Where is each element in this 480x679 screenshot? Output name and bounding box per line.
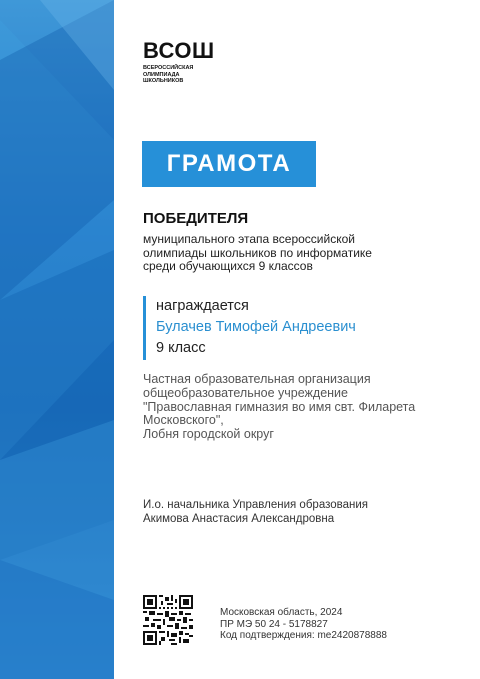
description-line: олимпиады школьников по информатике xyxy=(143,245,372,260)
organization-line: Частная образовательная организация xyxy=(143,372,371,386)
footer-confirmation-code: Код подтверждения: me2420878888 xyxy=(220,630,387,641)
organization-line: Лобня городской округ xyxy=(143,427,274,442)
logo-subtitle xyxy=(143,65,213,85)
footer-region-year: Московская область, 2024 xyxy=(220,607,343,618)
organization-line: общеобразовательное учреждение xyxy=(143,385,348,400)
organization-line: "Православная гимназия во имя свт. Филарета xyxy=(143,399,416,414)
organization-line: Московского", xyxy=(143,413,224,428)
qr-code-icon xyxy=(143,595,193,645)
organization xyxy=(143,373,443,442)
signatory-title: И.о. начальника Управления образования xyxy=(143,499,368,511)
band-pattern xyxy=(0,0,114,679)
certificate-title: ГРАМОТА xyxy=(142,141,316,187)
decorative-blue-band xyxy=(0,0,114,679)
signature-block xyxy=(143,499,368,526)
recipient-grade: 9 класс xyxy=(156,340,206,356)
award-block xyxy=(143,296,356,360)
logo-subtitle-line: ШКОЛЬНИКОВ xyxy=(143,78,184,84)
document-footer xyxy=(220,607,387,642)
recipient-name: Булачев Тимофей Андреевич xyxy=(156,319,356,335)
winner-label: ПОБЕДИТЕЛЯ xyxy=(143,210,249,227)
logo-subtitle-line: ОЛИМПИАДА xyxy=(143,71,180,78)
awarded-label: награждается xyxy=(156,298,249,314)
logo-text: ВСОШ xyxy=(143,38,215,63)
signatory-name: Акимова Анастасия Александровна xyxy=(143,512,335,525)
logo-subtitle-line: ВСЕРОССИЙСКАЯ xyxy=(143,65,194,71)
description-line: муниципального этапа всероссийской xyxy=(143,232,355,246)
vsosh-logo xyxy=(143,40,215,85)
competition-description xyxy=(143,233,443,274)
vsosh-logo-icon xyxy=(143,40,215,62)
footer-registration-number: ПР МЭ 50 24 - 5178827 xyxy=(220,618,328,630)
description-line: среди обучающихся 9 классов xyxy=(143,259,313,273)
